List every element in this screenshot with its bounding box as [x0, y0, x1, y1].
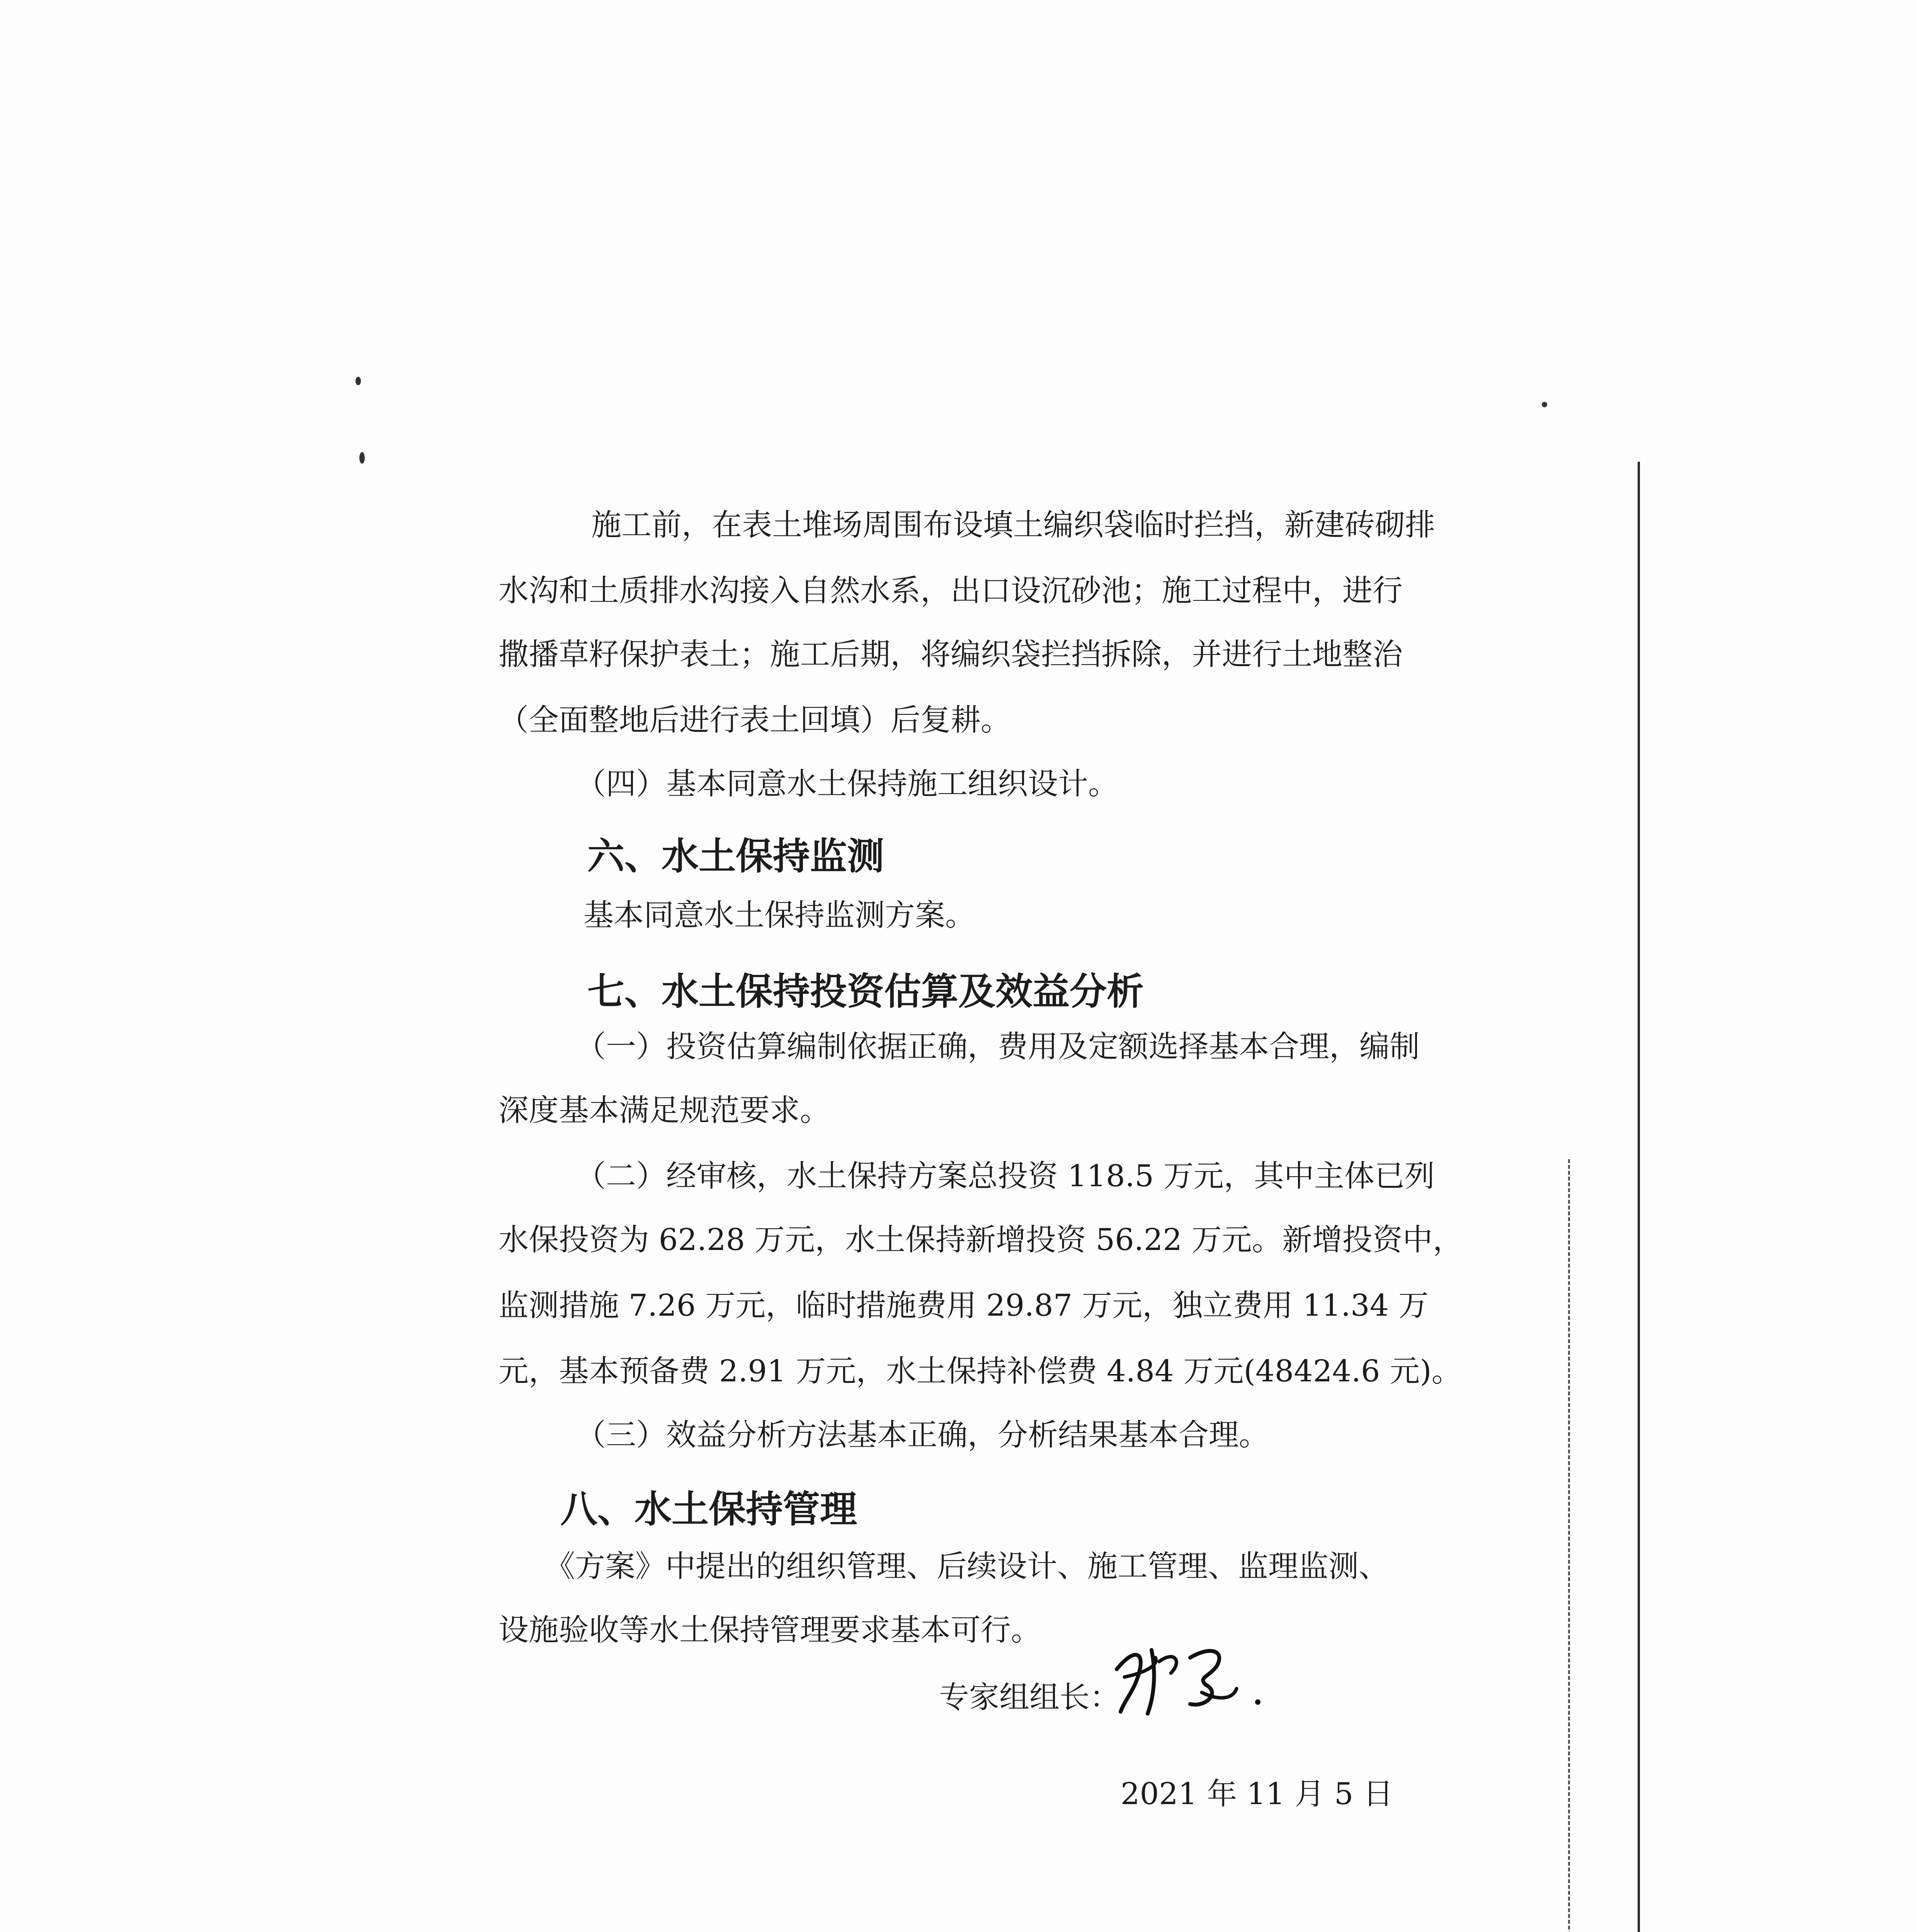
section-7-item-1-line: 深度基本满足规范要求。: [498, 1093, 830, 1128]
scan-speck: [359, 452, 365, 464]
section-8-text-line: 设施验收等水土保持管理要求基本可行。: [498, 1613, 1041, 1648]
section-7-item-1-line: （一）投资估算编制依据正确，费用及定额选择基本合理，编制: [576, 1029, 1420, 1064]
section-8-heading: 八、水土保持管理: [560, 1488, 857, 1531]
scan-edge-line: [1638, 462, 1640, 1932]
section-7-item-3: （三）效益分析方法基本正确，分析结果基本合理。: [576, 1418, 1269, 1452]
section-6-heading: 六、水土保持监测: [587, 835, 884, 878]
document-date: 2021 年 11 月 5 日: [1121, 1777, 1393, 1811]
scan-speck: [1542, 402, 1547, 407]
paragraph-line: 撒播草籽保护表土；施工后期，将编织袋拦挡拆除，并进行土地整治: [498, 637, 1403, 672]
section-7-item-2-line: 监测措施 7.26 万元，临时措施费用 29.87 万元，独立费用 11.34 万: [498, 1288, 1429, 1323]
signature-label: 专家组组长：: [939, 1680, 1120, 1715]
scan-speck: [356, 377, 361, 385]
paragraph-line: （全面整地后进行表土回填）后复耕。: [498, 703, 1011, 738]
section-6-text: 基本同意水土保持监测方案。: [583, 898, 976, 933]
section-7-item-2-line: 水保投资为 62.28 万元，水土保持新增投资 56.22 万元。新增投资中，: [498, 1223, 1463, 1257]
paragraph-line: 水沟和土质排水沟接入自然水系，出口设沉砂池；施工过程中，进行: [498, 573, 1403, 608]
section-7-item-2-line: 元，基本预备费 2.91 万元，水土保持补偿费 4.84 万元(48424.6 元)。: [498, 1354, 1462, 1389]
section-8-text-line: 《方案》中提出的组织管理、后续设计、施工管理、监理监测、: [545, 1549, 1389, 1584]
section-7-heading: 七、水土保持投资估算及效益分析: [587, 970, 1144, 1013]
scan-edge-dashed-line: [1568, 1159, 1570, 1932]
item-4: （四）基本同意水土保持施工组织设计。: [576, 767, 1119, 801]
section-7-item-2-line: （二）经审核，水土保持方案总投资 118.5 万元，其中主体已列: [576, 1159, 1435, 1194]
paragraph-line: 施工前，在表土堆场周围布设填土编织袋临时拦挡，新建砖砌排: [591, 508, 1436, 543]
handwritten-signature: [1109, 1634, 1271, 1719]
